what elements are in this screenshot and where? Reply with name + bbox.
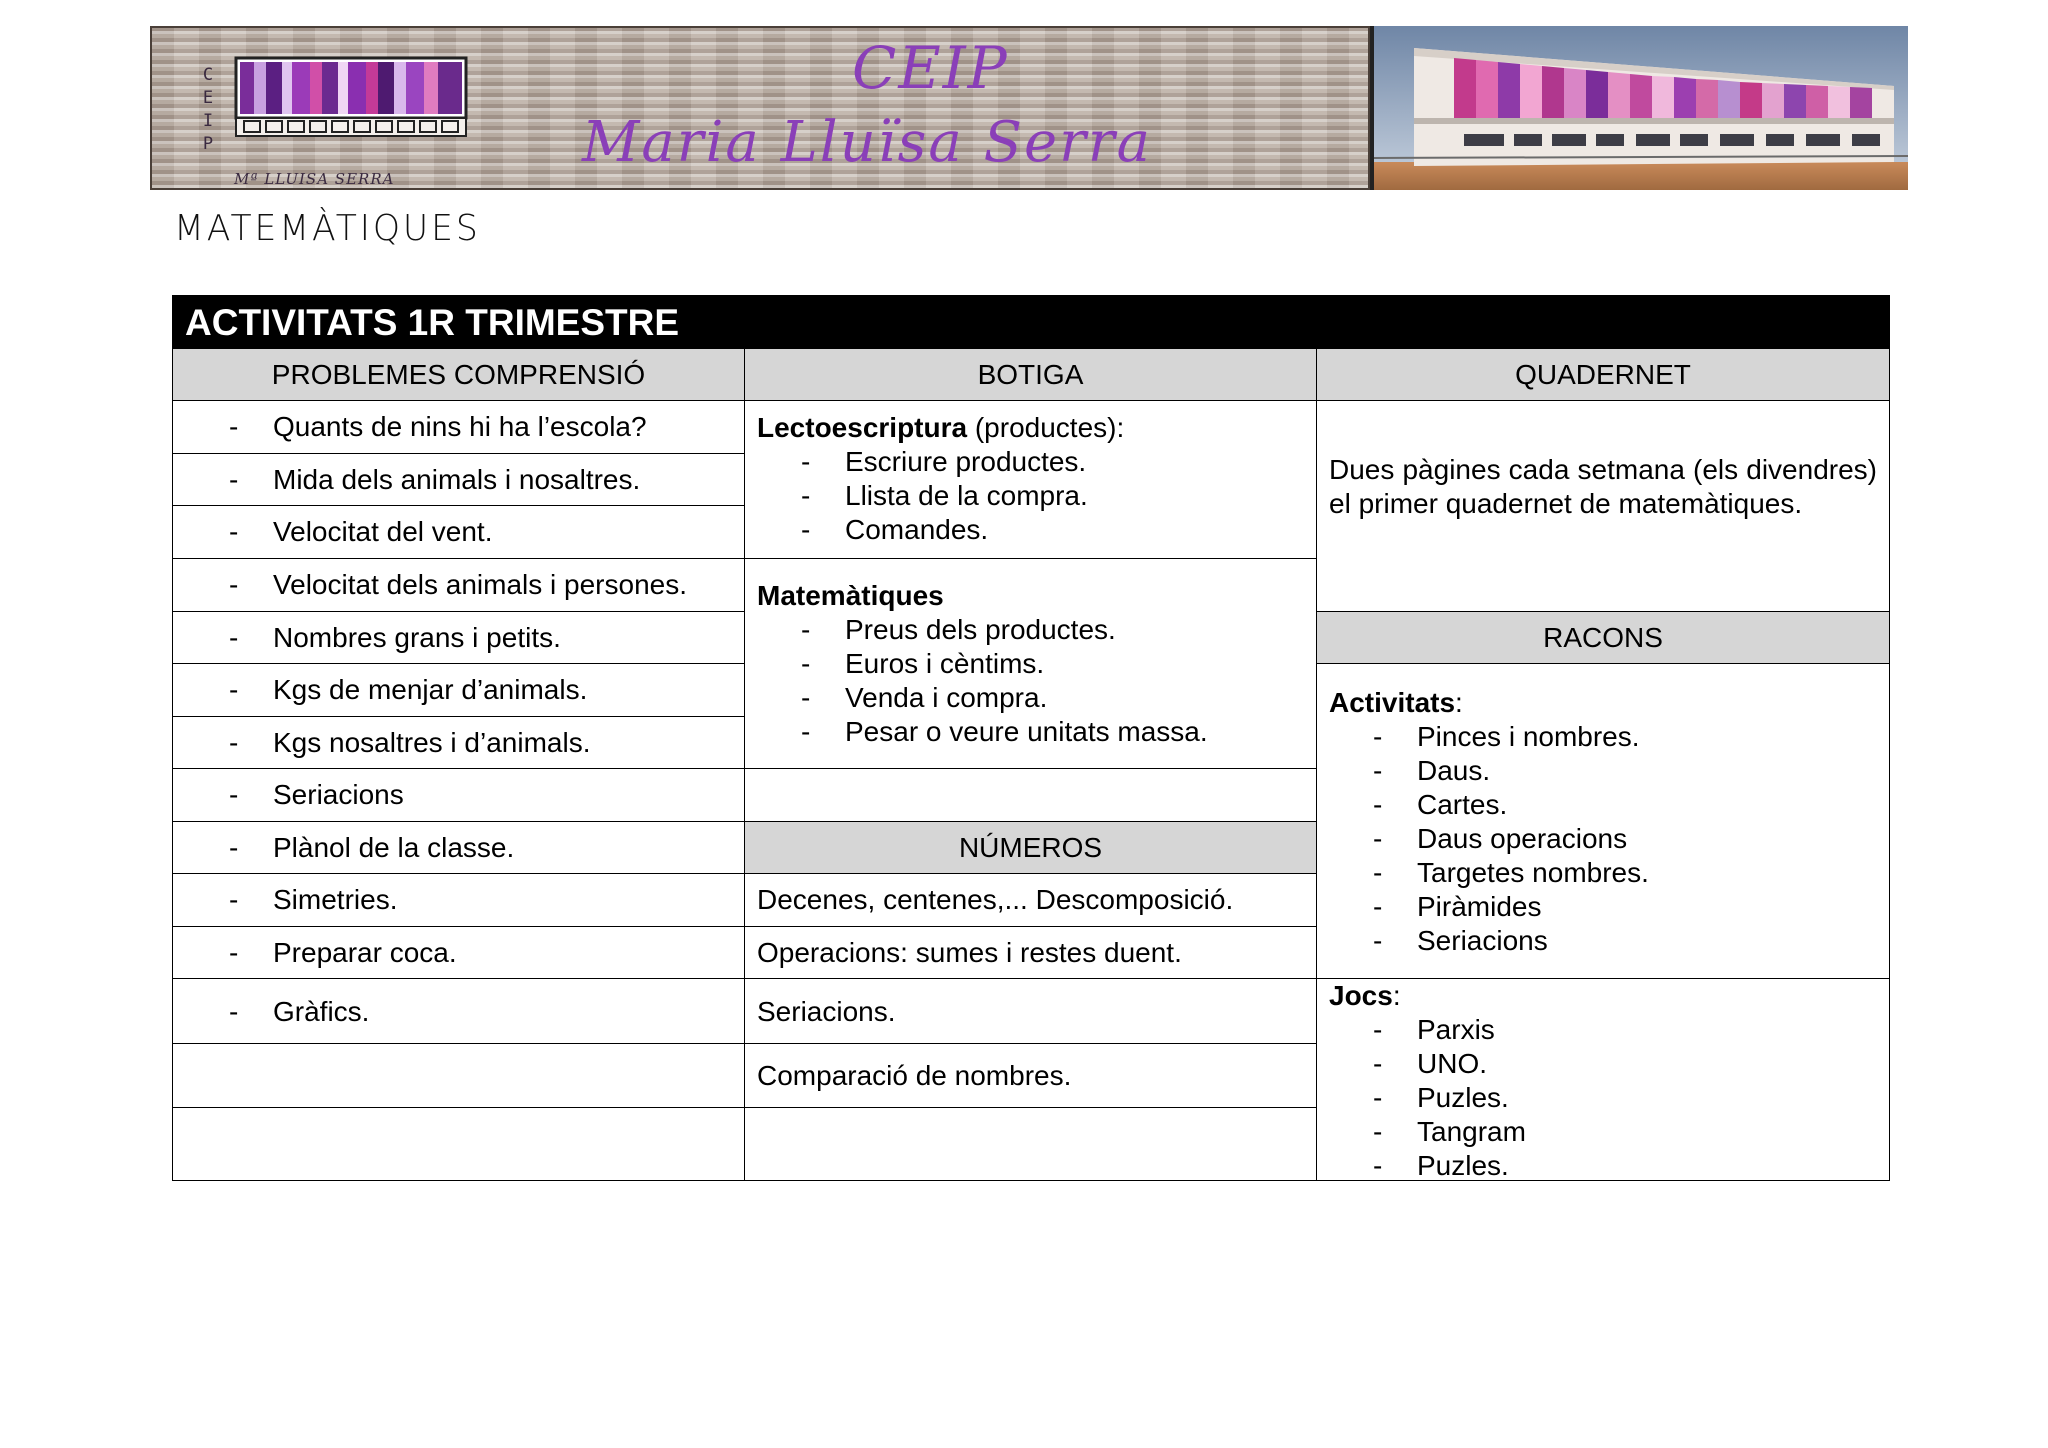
activities-table	[172, 295, 1890, 1181]
list-item: - Daus.	[1373, 755, 1491, 786]
list-item: - Seriacions	[1373, 925, 1548, 956]
list-item: - Puzles.	[1373, 1082, 1509, 1113]
logo-caption: Mª LLUISA SERRA	[234, 170, 395, 188]
problem-text: Simetries.	[273, 884, 398, 915]
problem-text: Plànol de la classe.	[273, 832, 515, 863]
problem-row: - Velocitat del vent.	[173, 506, 745, 559]
problem-text: Gràfics.	[273, 996, 370, 1027]
racons-jocs: Jocs: - Parxis - UNO. - Puzles. - Tangram - Puzles.	[1317, 979, 1889, 1180]
list-item: - Piràmides	[1373, 891, 1542, 922]
empty-cell	[173, 1044, 745, 1108]
problem-row: - Nombres grans i petits.	[173, 612, 745, 664]
problem-text: Nombres grans i petits.	[273, 622, 561, 653]
problem-row: - Quants de nins hi ha l’escola?	[173, 401, 745, 454]
list-item: - Llista de la compra.	[801, 480, 1088, 511]
botiga-lectoescriptura	[745, 401, 1317, 559]
ceip-title: CEIP	[852, 34, 1009, 102]
problem-row: - Plànol de la classe.	[173, 822, 745, 874]
problem-text: Mida dels animals i nosaltres.	[273, 464, 641, 495]
table-title: ACTIVITATS 1R TRIMESTRE	[173, 296, 1889, 349]
header-quadernet: QUADERNET	[1317, 349, 1889, 401]
list-item: - Escriure productes.	[801, 446, 1087, 477]
list-item: - Euros i cèntims.	[801, 648, 1045, 679]
header-problemes: PROBLEMES COMPRENSIÓ	[173, 349, 745, 401]
problem-row: - Preparar coca.	[173, 927, 745, 979]
problem-text: Seriacions	[273, 779, 404, 810]
list-item: - Pesar o veure unitats massa.	[801, 716, 1208, 747]
problem-text: Preparar coca.	[273, 937, 457, 968]
problem-row: - Seriacions	[173, 769, 745, 822]
racons-activitats: Activitats: - Pinces i nombres. - Daus. - Cartes. - Daus operacions - Targetes nombres. - Piràmides - Seriacions	[1317, 664, 1889, 979]
header-botiga: BOTIGA	[745, 349, 1317, 401]
logo-drawing	[222, 48, 482, 168]
school-name: Maria Lluïsa Serra	[582, 110, 1153, 175]
list-item: - Cartes.	[1373, 789, 1508, 820]
list-item: - Comandes.	[801, 514, 989, 545]
school-building-photo	[1370, 26, 1908, 190]
numeros-row: Comparació de nombres.	[745, 1044, 1317, 1108]
numeros-row: Decenes, centenes,... Descomposició.	[745, 874, 1317, 927]
header-numeros: NÚMEROS	[745, 822, 1317, 874]
subject-title: MATEMÀTIQUES	[174, 208, 481, 249]
numeros-row: Operacions: sumes i restes duent.	[745, 927, 1317, 979]
header-banner	[150, 26, 1908, 190]
problem-text: Quants de nins hi ha l’escola?	[273, 411, 647, 442]
quadernet-text: Dues pàgines cada setmana (els divendres) el primer quadernet de matemàtiques.	[1317, 401, 1889, 612]
banner-stone-panel	[150, 26, 1370, 190]
problem-row: - Simetries.	[173, 874, 745, 927]
problem-row: - Gràfics.	[173, 979, 745, 1044]
problem-row: - Kgs nosaltres i d’animals.	[173, 717, 745, 769]
list-item: - Puzles.	[1373, 1150, 1509, 1181]
list-item: - Targetes nombres.	[1373, 857, 1649, 888]
list-item: - Pinces i nombres.	[1373, 721, 1640, 752]
problem-row: - Velocitat dels animals i persones.	[173, 559, 745, 612]
botiga-matematiques	[745, 559, 1317, 769]
lectoescriptura-label: Lectoescriptura	[757, 412, 968, 443]
matematiques-label: Matemàtiques	[757, 580, 944, 611]
logo-letters: C E I P	[202, 65, 214, 154]
problem-text: Velocitat del vent.	[273, 516, 493, 547]
list-item: - Tangram	[1373, 1116, 1526, 1147]
problem-text: Kgs nosaltres i d’animals.	[273, 727, 591, 758]
school-logo	[196, 48, 616, 186]
list-item: - Venda i compra.	[801, 682, 1048, 713]
empty-cell	[745, 1108, 1317, 1180]
list-item: - Parxis	[1373, 1014, 1495, 1045]
jocs-label: Jocs	[1329, 980, 1393, 1011]
problem-text: Velocitat dels animals i persones.	[273, 569, 687, 600]
empty-cell	[745, 769, 1317, 822]
header-racons: RACONS	[1317, 612, 1889, 664]
activitats-label: Activitats	[1329, 687, 1456, 718]
problem-row: - Mida dels animals i nosaltres.	[173, 454, 745, 506]
problem-row: - Kgs de menjar d’animals.	[173, 664, 745, 717]
problem-text: Kgs de menjar d’animals.	[273, 674, 588, 705]
empty-cell	[173, 1108, 745, 1180]
list-item: - Daus operacions	[1373, 823, 1628, 854]
lectoescriptura-suffix: (productes):	[967, 412, 1125, 443]
list-item: - Preus dels productes.	[801, 614, 1116, 645]
building-illustration	[1374, 26, 1908, 190]
list-item: - UNO.	[1373, 1048, 1487, 1079]
numeros-row: Seriacions.	[745, 979, 1317, 1044]
